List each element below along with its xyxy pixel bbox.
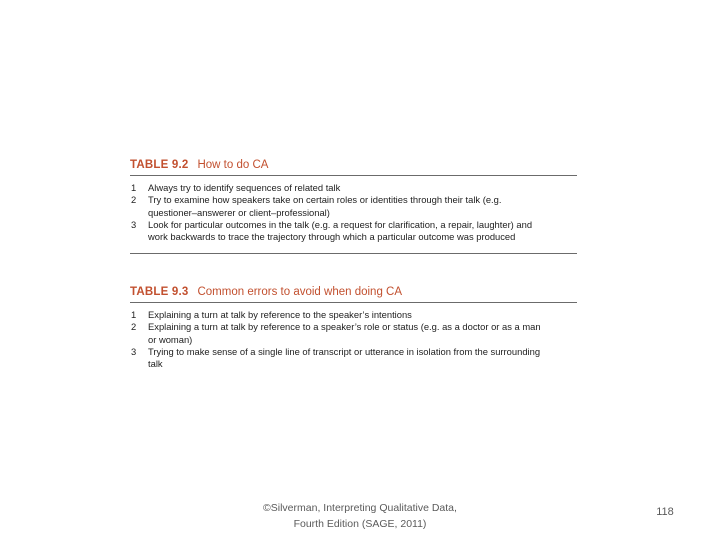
row-text-line: Explaining a turn at talk by reference to the speaker’s intentions (148, 309, 412, 320)
slide-footer (200, 500, 520, 532)
row-text-line: Explaining a turn at talk by reference to a speaker’s role or status (e.g. as a doctor or as a man (148, 321, 541, 333)
row-text-line: talk (148, 358, 163, 370)
row-text (148, 321, 577, 346)
row-text (148, 194, 577, 219)
table-rows (130, 176, 577, 243)
table-row (130, 182, 577, 194)
footer-citation-line: ©Silverman, Interpreting Qualitative Data, (263, 502, 457, 514)
table-bottom-rule (130, 253, 577, 254)
table-rows (130, 303, 577, 370)
row-text-line: Look for particular outcomes in the talk (e.g. a request for clarification, a repair, laughter) and (148, 218, 533, 230)
row-index: 2 (131, 194, 137, 206)
table-title: How to do CA (197, 159, 269, 171)
table-row (130, 346, 577, 371)
table-caption (130, 157, 577, 176)
footer-citation-line: Fourth Edition (SAGE, 2011) (293, 518, 427, 530)
row-index: 3 (131, 345, 137, 357)
row-text (148, 182, 577, 194)
table-title: Common errors to avoid when doing CA (197, 286, 403, 298)
table-number: TABLE 9.2 (130, 159, 189, 171)
row-text-line: questioner–answerer or client–professional) (148, 206, 330, 218)
row-text-line: Always try to identify sequences of related talk (148, 182, 341, 193)
table-caption (130, 284, 577, 303)
row-text-line: or woman) (148, 333, 193, 345)
row-index: 3 (131, 218, 137, 230)
table-number: TABLE 9.3 (130, 286, 189, 298)
row-text-line: Trying to make sense of a single line of transcript or utterance in isolation from the surrounding (148, 345, 541, 357)
row-index: 2 (131, 321, 137, 333)
row-text (148, 219, 577, 244)
table-row (130, 321, 577, 346)
row-text (148, 309, 577, 321)
row-index: 1 (131, 309, 137, 320)
table-row (130, 194, 577, 219)
page-number: 118 (656, 506, 674, 518)
row-text (148, 346, 577, 371)
row-text-line: work backwards to trace the trajectory through which a particular outcome was produced (148, 231, 516, 243)
table-row (130, 219, 577, 244)
table-9-2 (130, 157, 577, 243)
row-index: 1 (131, 182, 137, 193)
table-row (130, 309, 577, 321)
table-9-3 (130, 284, 577, 370)
row-text-line: Try to examine how speakers take on certain roles or identities through their talk (e.g. (148, 194, 502, 206)
